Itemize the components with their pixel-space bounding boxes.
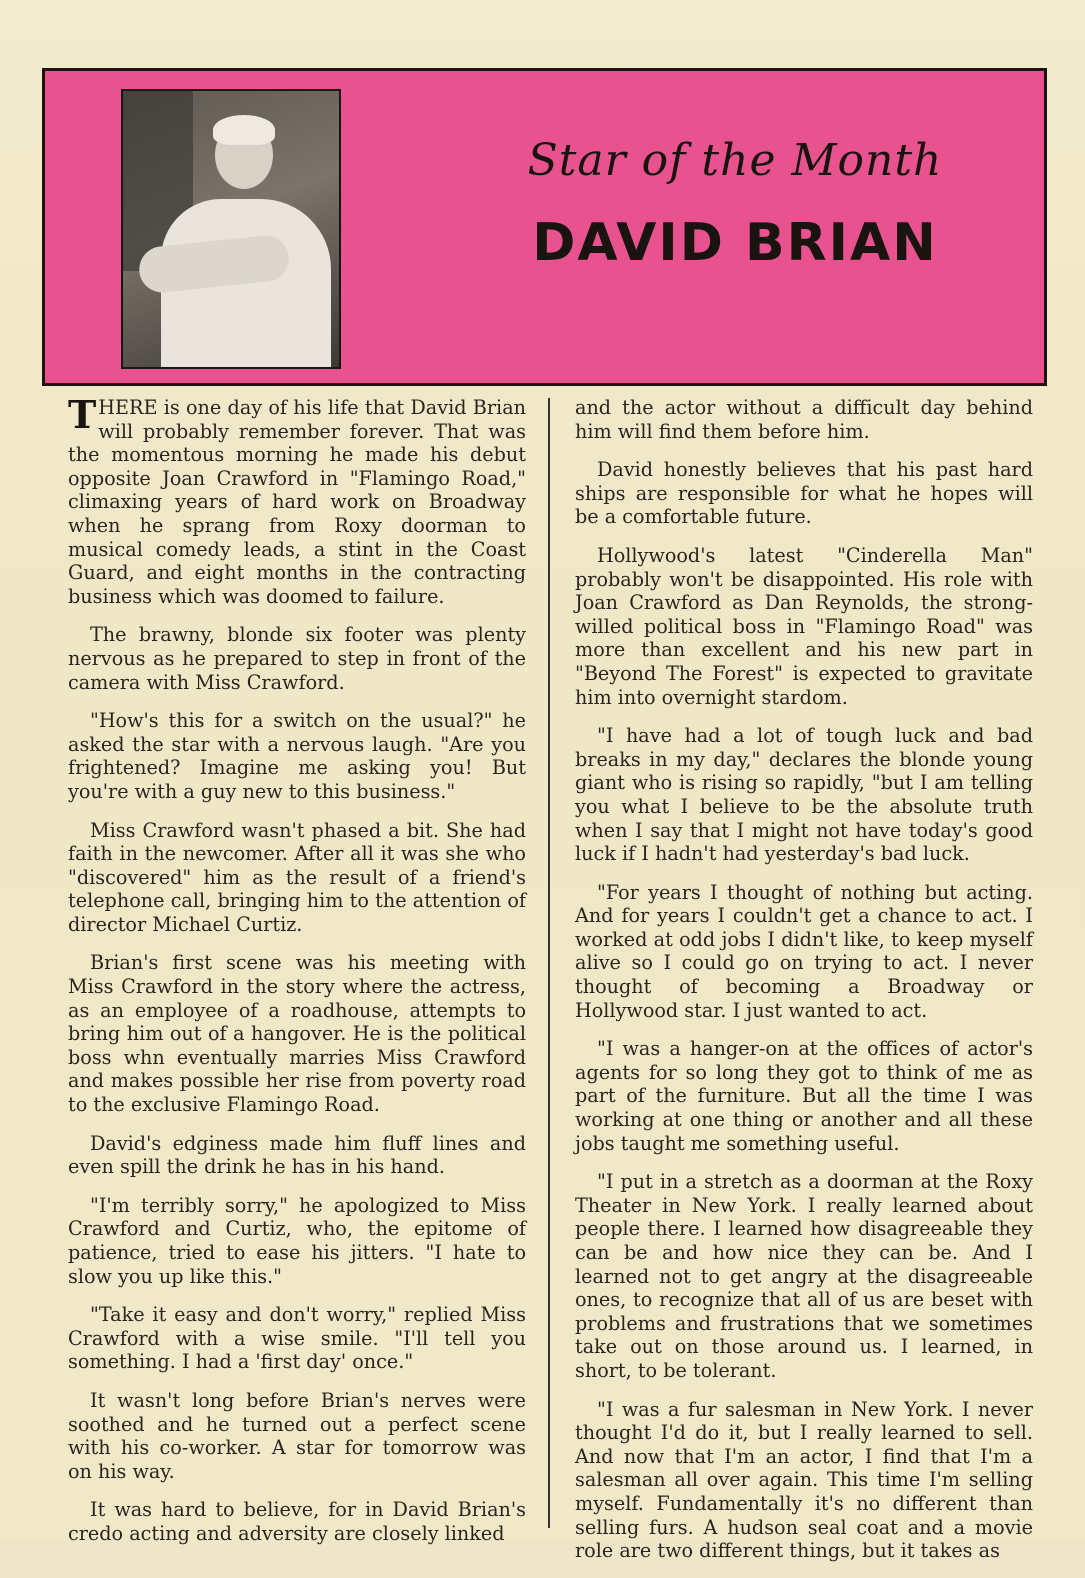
column-divider bbox=[548, 398, 550, 1528]
portrait-photo bbox=[121, 89, 341, 369]
article-paragraph: David's edginess made him fluff lines and even spill the drink he has in his hand. bbox=[68, 1131, 526, 1179]
article-paragraph: It wasn't long before Brian's nerves were soothed and he turned out a perfect scene with his co-worker. A star for tomorrow was on his way. bbox=[68, 1388, 526, 1483]
article-paragraph: Hollywood's latest "Cinderella Man" probably won't be disappointed. His role with Joan Crawford as Dan Reynolds, the strong-willed political boss in "Flamingo Road" was more than excellent and his new part in "Beyond The Forest" is expected to gravitate him into overnight stardom. bbox=[575, 543, 1033, 709]
article-paragraph: The brawny, blonde six footer was plenty nervous as he prepared to step in front of the camera with Miss Crawford. bbox=[68, 623, 526, 694]
article-paragraph: THERE is one day of his life that David Brian will probably remember forever. That was the momentous morning he made his debut opposite Joan Crawford in "Flamingo Road," climaxing years of hard work on Broadway when he sprang from Roxy doorman to musical comedy leads, a stint in the Coast Guard, and eight months in the contracting business which was doomed to failure. bbox=[68, 392, 526, 608]
article-paragraph: Miss Crawford wasn't phased a bit. She had faith in the newcomer. After all it was she who "discovered" him as the result of a friend's telephone call, bringing him to the attention of director Michael Curtiz. bbox=[68, 818, 526, 936]
feature-header-banner bbox=[42, 68, 1047, 386]
article-paragraph: "I put in a stretch as a doorman at the Roxy Theater in New York. I really learned about people there. I learned how disagreeable they can be and how nice they can be. And I learned not to get angry at the disagreeable ones, to recognize that all of us are beset with problems and frustrations that we sometimes take out on those around us. I learned, in short, to be tolerant. bbox=[575, 1170, 1033, 1382]
photo-figure-hair bbox=[213, 115, 275, 145]
article-paragraph: "Take it easy and don't worry," replied Miss Crawford with a wise smile. "I'll tell you something. I had a 'first day' once." bbox=[68, 1303, 526, 1374]
article-paragraph: "I'm terribly sorry," he apologized to Miss Crawford and Curtiz, who, the epitome of patience, tried to ease his jitters. "I hate to slow you up like this." bbox=[68, 1193, 526, 1288]
article-paragraph: "For years I thought of nothing but acting. And for years I couldn't get a chance to act. I worked at odd jobs I didn't like, to keep myself alive so I could go on trying to act. I never thought of becoming a Broadway or Hollywood star. I just wanted to act. bbox=[575, 880, 1033, 1022]
article-right-column bbox=[575, 396, 1033, 1578]
article-paragraph: David honestly believes that his past hard ships are responsible for what he hopes will be a comfortable future. bbox=[575, 458, 1033, 529]
article-paragraph: and the actor without a difficult day behind him will find them before him. bbox=[575, 396, 1033, 443]
feature-subtitle: Star of the Month bbox=[527, 135, 943, 186]
article-paragraph: "I have had a lot of tough luck and bad breaks in my day," declares the blonde young giant who is rising so rapidly, "but I am telling you what I believe to be the absolute truth when I say that I might not have today's good luck if I hadn't had yesterday's bad luck. bbox=[575, 724, 1033, 866]
article-paragraph: Brian's first scene was his meeting with Miss Crawford in the story where the actress, as an employee of a roadhouse, attempts to bring him out of a hangover. He is the political boss whn eventually marries Miss Crawford and makes possible her rise from poverty road to the exclusive Flamingo Road. bbox=[68, 951, 526, 1117]
article-left-column bbox=[68, 392, 526, 1561]
article-paragraph: It was hard to believe, for in David Brian's credo acting and adversity are closely linked bbox=[68, 1498, 526, 1545]
article-paragraph: "How's this for a switch on the usual?" he asked the star with a nervous laugh. "Are you frightened? Imagine me asking you! But you're with a guy new to this business." bbox=[68, 709, 526, 803]
article-paragraph: "I was a hanger-on at the offices of actor's agents for so long they got to think of me as part of the furniture. But all the time I was working at one thing or another and all these jobs taught me something useful. bbox=[575, 1037, 1033, 1155]
feature-title: DAVID BRIAN bbox=[532, 213, 938, 273]
drop-cap: T bbox=[68, 392, 97, 437]
article-paragraph: "I was a fur salesman in New York. I never thought I'd do it, but I really learned to sell. And now that I'm an actor, I find that I'm a salesman all over again. This time I'm selling myself. Fundamentally it's no different than selling furs. A hudson seal coat and a movie role are two different things, but it takes as bbox=[575, 1397, 1033, 1563]
